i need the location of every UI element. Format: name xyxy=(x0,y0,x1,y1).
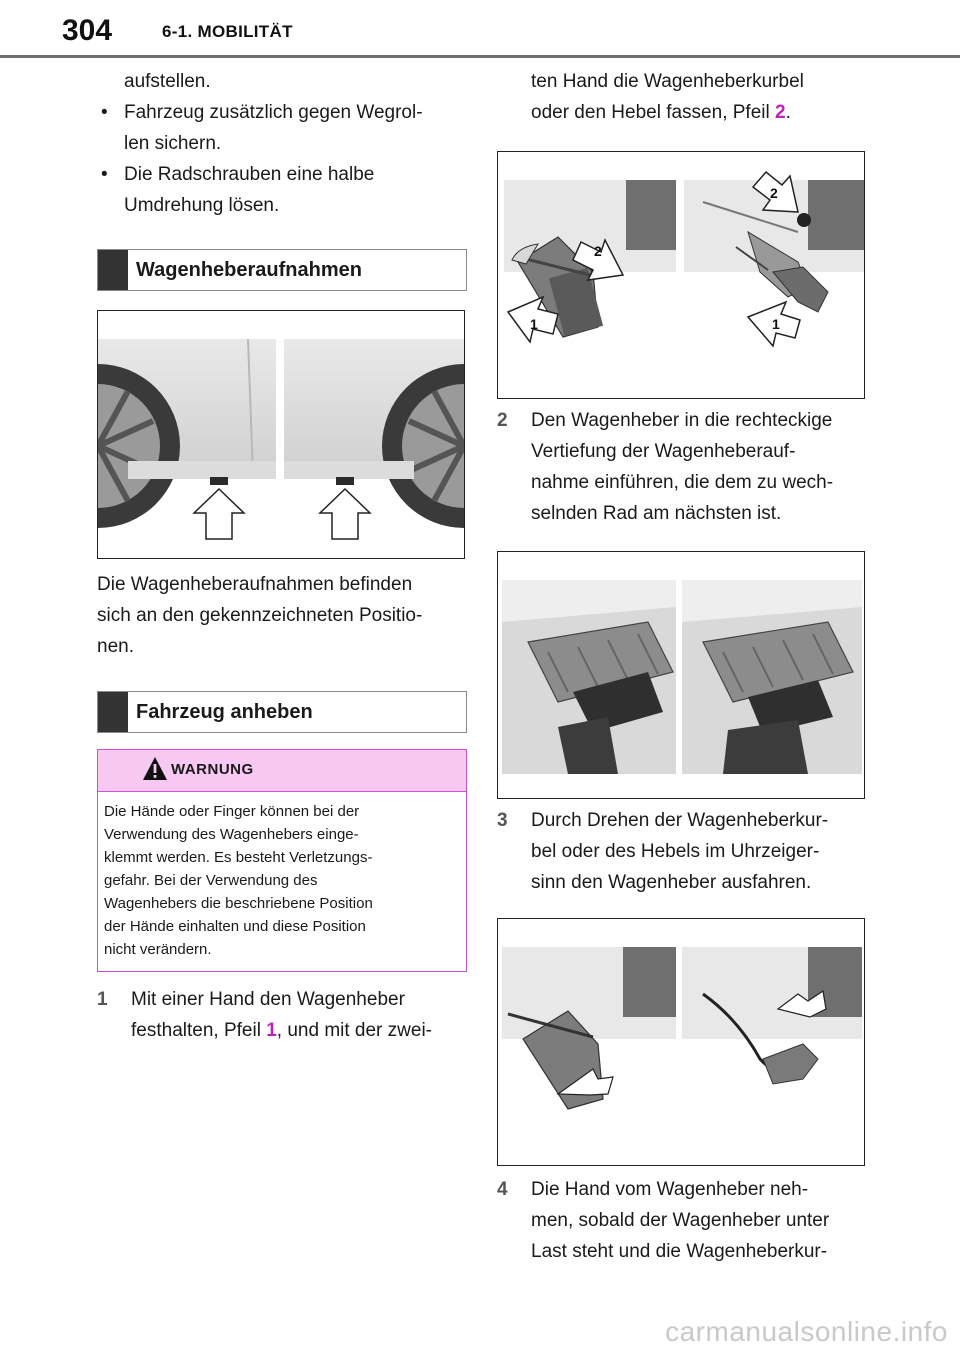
step-2: 2 Den Wagenheber in die rechteckige Vertiefung der Wagenheberauf- nahme einführen, die dem zu wech- selnden Rad am nächsten ist. xyxy=(497,405,867,529)
figure-jacking-points xyxy=(97,310,465,559)
header-rule xyxy=(0,55,960,58)
bullet-item: • Fahrzeug zusätzlich gegen Wegrol- len sichern. xyxy=(97,97,467,159)
left-column xyxy=(97,66,467,1046)
arrow-number: 1 xyxy=(530,316,538,332)
section-heading-raise-vehicle xyxy=(97,691,467,733)
figure-caption: Die Wagenheberaufnahmen befinden sich an den gekennzeichneten Positio- nen. xyxy=(97,574,423,657)
jack-crank-illustration xyxy=(498,919,864,1165)
section-heading-jack-points xyxy=(97,249,467,291)
arrow-number: 1 xyxy=(772,316,780,332)
section-bar xyxy=(98,250,128,290)
jack-hand-illustration xyxy=(498,152,864,398)
intro-continuation: aufstellen. xyxy=(124,71,211,92)
warning-header xyxy=(98,750,466,792)
step-number: 1 xyxy=(97,989,108,1010)
warning-triangle-icon xyxy=(142,756,168,782)
arrow-number: 2 xyxy=(770,185,778,201)
arrow-reference: 1 xyxy=(266,1020,277,1041)
arrow-reference: 2 xyxy=(775,102,786,123)
car-underside-illustration xyxy=(98,311,464,558)
step-number: 2 xyxy=(497,410,508,431)
warning-box xyxy=(97,749,467,972)
step-3: 3 Durch Drehen der Wagenheberkur- bel oder des Hebels im Uhrzeiger- sinn den Wagenheber ausfahren. xyxy=(497,805,867,898)
warning-text: Die Hände oder Finger können bei der Verwendung des Wagenhebers einge- klemmt werden. Es besteht Verletzungs- gefahr. Bei der Verwendung des Wagenhebers die beschriebene Position der Hände einhalten und diese Position nicht verändern. xyxy=(104,803,373,958)
figure-jack-insert xyxy=(497,551,865,799)
watermark: carmanualsonline.info xyxy=(665,1316,948,1347)
chapter-title: 6-1. MOBILITÄT xyxy=(162,22,293,41)
figure-jack-crank xyxy=(497,918,865,1166)
step-4: 4 Die Hand vom Wagenheber neh- men, sobald der Wagenheber unter Last steht und die Wagenheberkur- xyxy=(497,1174,867,1267)
figure-hand-positions xyxy=(497,151,865,399)
page-number: 304 xyxy=(62,14,113,47)
step-1-continuation: ten Hand die Wagenheberkurbel oder den Hebel fassen, Pfeil 2. xyxy=(531,71,804,123)
step-number: 4 xyxy=(497,1179,508,1200)
page-header xyxy=(0,0,960,58)
warning-label: WARNUNG xyxy=(171,761,254,778)
bullet-item: • Die Radschrauben eine halbe Umdrehung lösen. xyxy=(97,159,467,221)
section-title: Wagenheberaufnahmen xyxy=(136,259,362,281)
section-bar xyxy=(98,692,128,732)
arrow-number: 2 xyxy=(594,243,602,259)
step-number: 3 xyxy=(497,810,508,831)
step-1: 1 Mit einer Hand den Wagenheber festhalten, Pfeil 1, und mit der zwei- xyxy=(97,984,467,1046)
jack-recess-illustration xyxy=(498,552,864,798)
right-column xyxy=(497,66,867,1267)
section-title: Fahrzeug anheben xyxy=(136,701,313,723)
